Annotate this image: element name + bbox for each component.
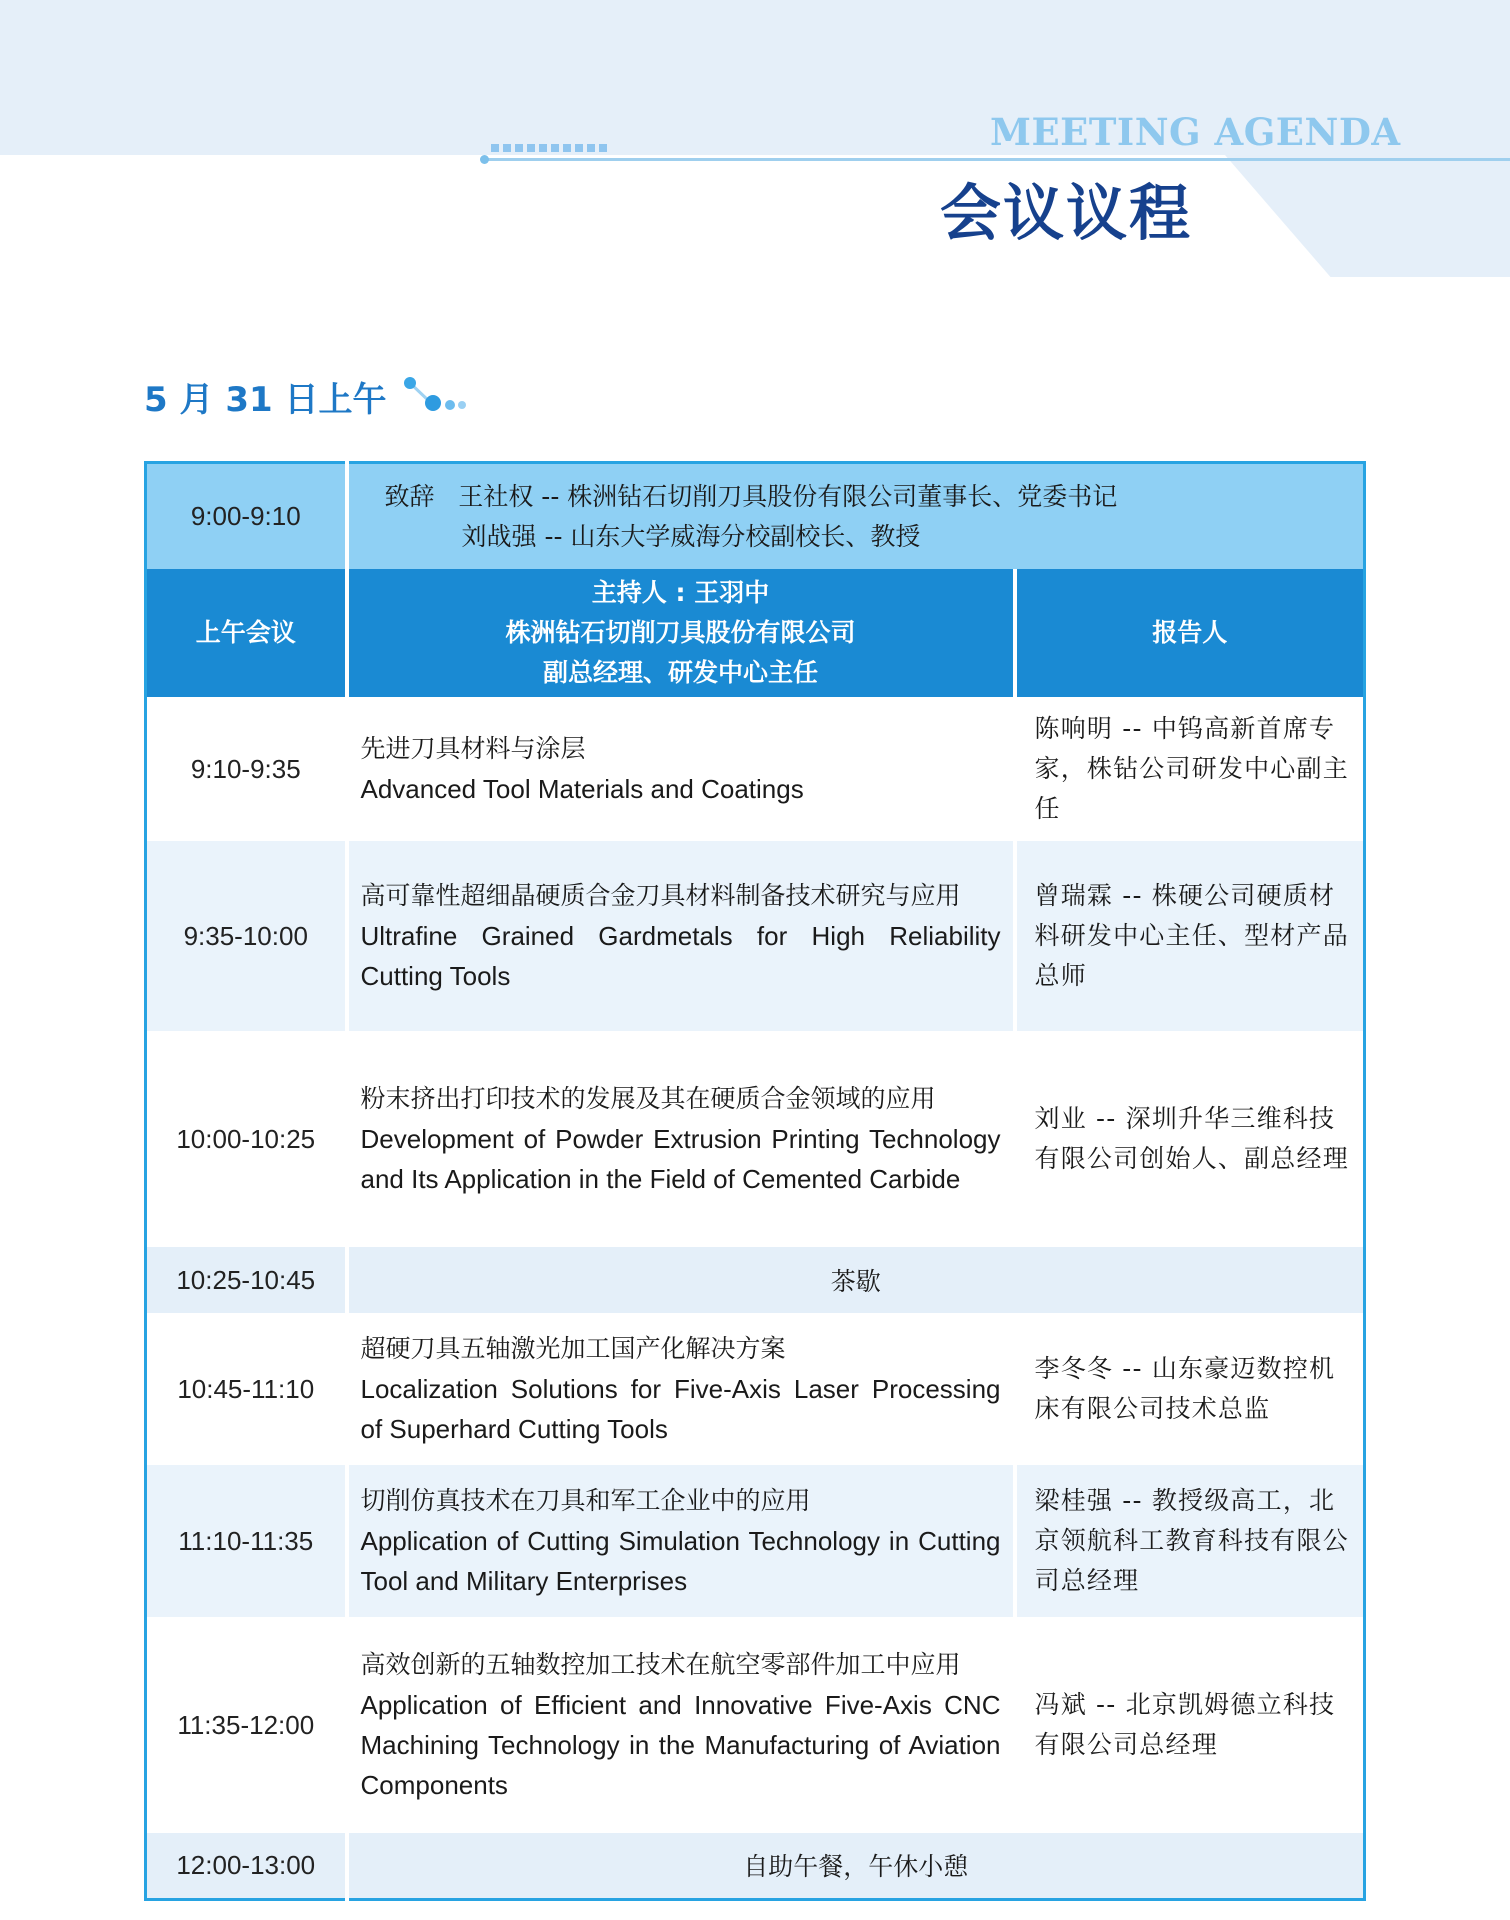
opening-row <box>146 463 1365 570</box>
row-speaker: 冯斌 -- 北京凯姆德立科技有限公司总经理 <box>1034 1690 1336 1759</box>
topic-en: Application of Efficient and Innovative Five-Axis CNC Machining Technology in the Manufacturing of Aviation Components <box>360 1690 1001 1800</box>
header-rule-dot <box>480 155 489 164</box>
speaker-column-header: 报告人 <box>1152 618 1228 647</box>
table-row <box>146 1617 1365 1833</box>
host-line-2: 株洲钻石切削刀具股份有限公司 <box>505 618 856 647</box>
header-rule <box>484 158 1510 161</box>
row-time: 9:35-10:00 <box>146 841 347 1031</box>
row-topic <box>347 1313 1015 1465</box>
table-row <box>146 1465 1365 1617</box>
dots-decoration-icon <box>400 375 470 415</box>
row-time: 10:00-10:25 <box>146 1031 347 1247</box>
topic-en: Localization Solutions for Five-Axis Laser Processing of Superhard Cutting Tools <box>360 1374 1001 1444</box>
topic-cn: 高效创新的五轴数控加工技术在航空零部件加工中应用 <box>360 1650 961 1679</box>
session-heading: 5 月 31 日上午 <box>144 380 387 420</box>
session-label: 上午会议 <box>146 569 347 697</box>
row-time: 11:10-11:35 <box>146 1465 347 1617</box>
topic-en: Application of Cutting Simulation Technology in Cutting Tool and Military Enterprises <box>360 1526 1001 1596</box>
topic-cn: 高可靠性超细晶硬质合金刀具材料制备技术研究与应用 <box>360 881 961 910</box>
topic-en: Development of Powder Extrusion Printing Technology and Its Application in the Field of Cemented Carbide <box>360 1124 1001 1194</box>
page-title: 会议议程 <box>940 178 1193 249</box>
agenda-table <box>144 461 1366 1901</box>
row-speaker: 李冬冬 -- 山东豪迈数控机床有限公司技术总监 <box>1034 1354 1336 1423</box>
break-row <box>146 1833 1365 1899</box>
table-row <box>146 841 1365 1031</box>
opening-speaker-2: 刘战强 -- 山东大学威海分校副校长、教授 <box>461 521 921 551</box>
opening-remarks <box>347 463 1365 570</box>
header-tab-decoration <box>1225 155 1510 277</box>
topic-cn: 切削仿真技术在刀具和军工企业中的应用 <box>360 1486 811 1515</box>
row-time: 10:25-10:45 <box>146 1247 347 1313</box>
row-topic <box>347 697 1015 841</box>
opening-label: 致辞 <box>384 481 435 511</box>
row-speaker: 刘业 -- 深圳升华三维科技有限公司创始人、副总经理 <box>1034 1104 1349 1173</box>
row-time: 12:00-13:00 <box>146 1833 347 1899</box>
topic-cn: 粉末挤出打印技术的发展及其在硬质合金领域的应用 <box>360 1084 936 1113</box>
table-row <box>146 697 1365 841</box>
table-row <box>146 1031 1365 1247</box>
row-speaker: 曾瑞霖 -- 株硬公司硬质材料研发中心主任、型材产品总师 <box>1034 881 1349 990</box>
host-line-1: 主持人 : 王羽中 <box>591 578 770 607</box>
break-label: 自助午餐，午休小憩 <box>743 1852 969 1882</box>
topic-en: Ultrafine Grained Gardmetals for High Reliability Cutting Tools <box>360 921 1001 991</box>
row-speaker: 梁桂强 -- 教授级高工，北京领航科工教育科技有限公司总经理 <box>1034 1486 1349 1595</box>
row-time: 11:35-12:00 <box>146 1617 347 1833</box>
break-row <box>146 1247 1365 1313</box>
topic-en: Advanced Tool Materials and Coatings <box>360 774 804 804</box>
host-info <box>347 569 1015 697</box>
row-speaker: 陈响明 -- 中钨高新首席专家，株钻公司研发中心副主任 <box>1034 714 1349 823</box>
row-time: 9:10-9:35 <box>146 697 347 841</box>
row-time: 10:45-11:10 <box>146 1313 347 1465</box>
table-row <box>146 1313 1365 1465</box>
dashed-decoration <box>491 144 607 152</box>
break-label: 茶歇 <box>830 1267 881 1296</box>
english-title: MEETING AGENDA <box>990 110 1401 154</box>
row-topic <box>347 841 1015 1031</box>
row-topic <box>347 1031 1015 1247</box>
row-topic <box>347 1465 1015 1617</box>
opening-speaker-1: 王社权 -- 株洲钻石切削刀具股份有限公司董事长、党委书记 <box>458 481 1118 511</box>
row-topic <box>347 1617 1015 1833</box>
opening-time: 9:00-9:10 <box>146 463 347 570</box>
topic-cn: 先进刀具材料与涂层 <box>360 734 586 763</box>
host-line-3: 副总经理、研发中心主任 <box>542 658 818 687</box>
topic-cn: 超硬刀具五轴激光加工国产化解决方案 <box>360 1334 786 1363</box>
session-header-row <box>146 569 1365 697</box>
